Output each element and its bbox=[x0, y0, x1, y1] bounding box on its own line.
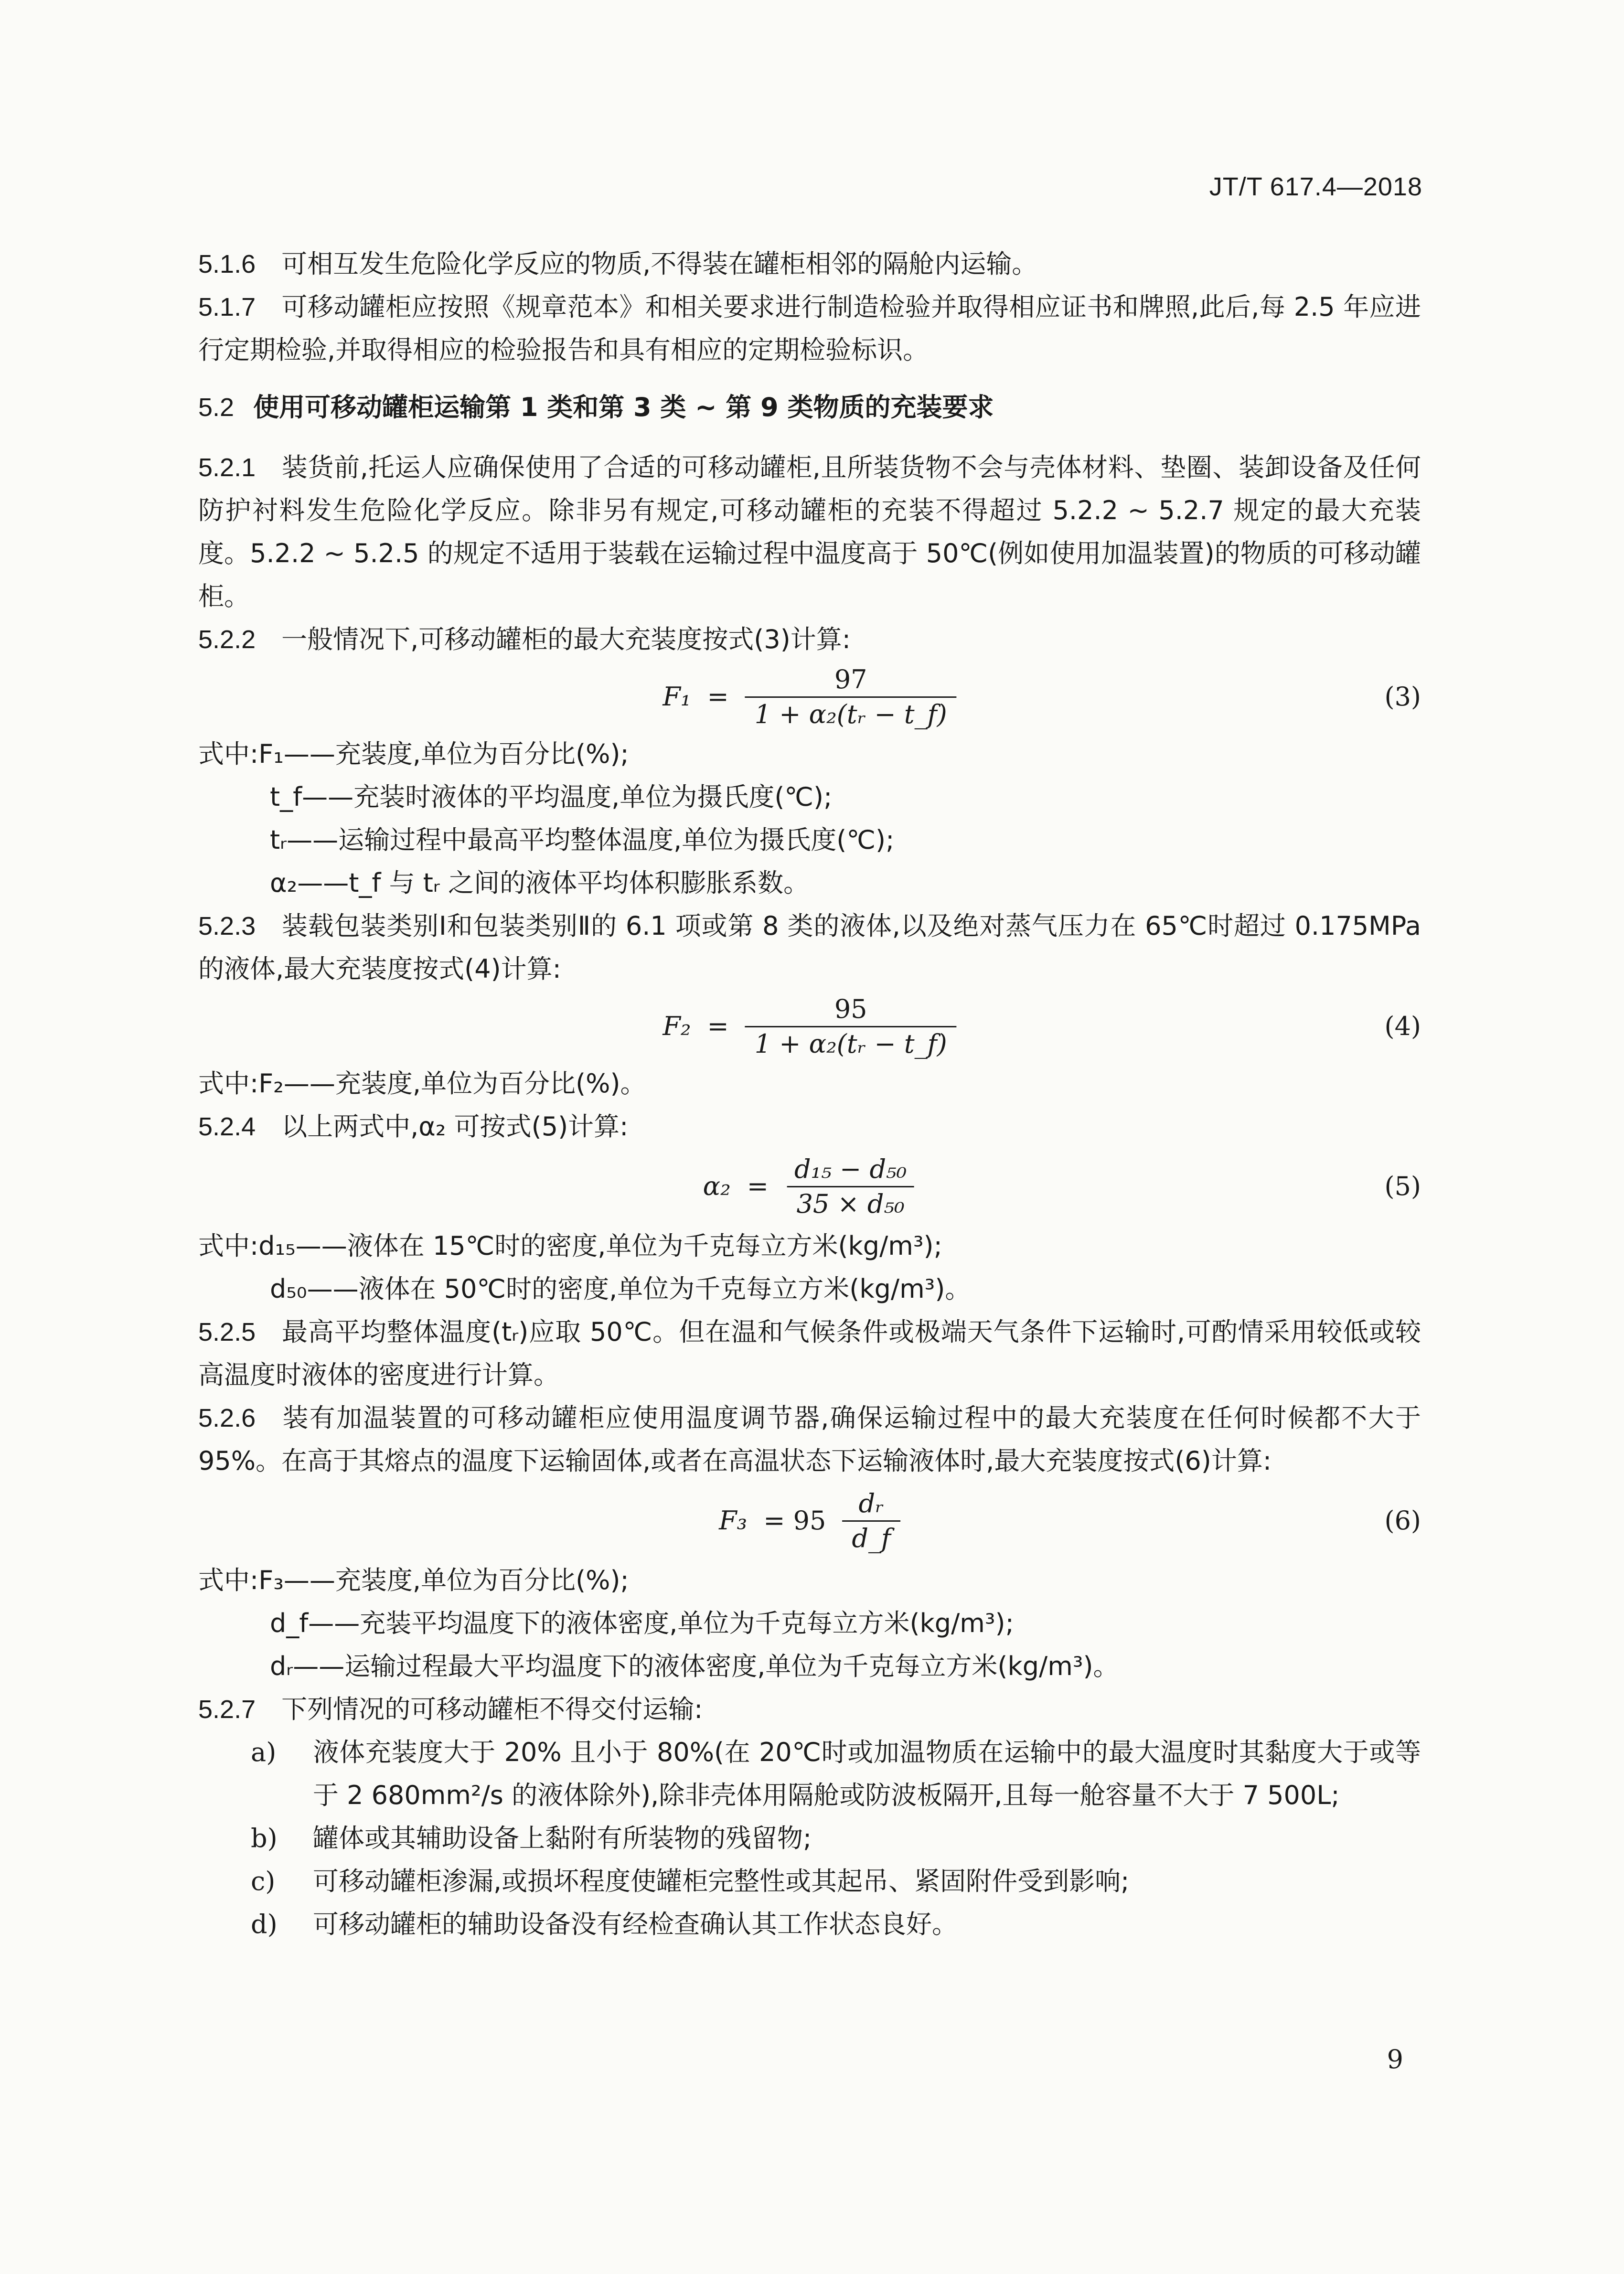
section-number: 5.2 bbox=[198, 393, 235, 422]
numerator: 95 bbox=[834, 993, 867, 1024]
formula-lhs: F₁ bbox=[662, 682, 691, 712]
section-heading-5-2 bbox=[198, 386, 1421, 429]
formula-expression bbox=[719, 1483, 900, 1559]
clause-5-2-5 bbox=[198, 1311, 1421, 1397]
list-marker: b) bbox=[251, 1823, 278, 1853]
numerator: dᵣ bbox=[858, 1488, 884, 1518]
list-item bbox=[198, 1817, 1421, 1860]
definition-line: α₂——t_f 与 tᵣ 之间的液体平均体积膨胀系数。 bbox=[270, 868, 810, 898]
formula-6 bbox=[198, 1483, 1421, 1559]
clause-text: 装货前,托运人应确保使用了合适的可移动罐柜,且所装货物不会与壳体材料、垫圈、装卸设备及任何防护衬料发生危险化学反应。除非另有规定,可移动罐柜的充装不得超过 5.2.2 ~ 5.2.7 规定的最大充装度。5.2.2 ~ 5.2.5 的规定不适用于装载在运输过程中温度高于 50℃(例如使用加温装置)的物质的可移动罐柜。 bbox=[198, 452, 1421, 611]
equation-number: (6) bbox=[1384, 1505, 1421, 1536]
clause-number: 5.2.6 bbox=[198, 1404, 256, 1432]
clause-number: 5.2.4 bbox=[198, 1112, 256, 1141]
definition-line: t_f——充装时液体的平均温度,单位为摄氏度(℃); bbox=[270, 782, 833, 812]
definition-line: 式中:F₃——充装度,单位为百分比(%); bbox=[198, 1565, 629, 1595]
list-marker: c) bbox=[251, 1866, 276, 1896]
list-item bbox=[198, 1731, 1421, 1817]
numerator: 97 bbox=[834, 664, 867, 694]
formula-equals: = bbox=[747, 1171, 769, 1201]
list-item-text: 可移动罐柜渗漏,或损坏程度使罐柜完整性或其起吊、紧固附件受到影响; bbox=[313, 1866, 1130, 1896]
clause-5-1-6 bbox=[198, 243, 1421, 286]
clause-text: 下列情况的可移动罐柜不得交付运输: bbox=[281, 1694, 703, 1724]
clause-text: 最高平均整体温度(tᵣ)应取 50℃。但在温和气候条件或极端天气条件下运输时,可酌情采用较低或较高温度时液体的密度进行计算。 bbox=[198, 1317, 1421, 1390]
formula-lhs: F₂ bbox=[662, 1011, 691, 1041]
formula-expression bbox=[662, 991, 956, 1062]
clause-5-2-6 bbox=[198, 1397, 1421, 1483]
clause-5-2-2 bbox=[198, 618, 1421, 661]
formula-lhs: α₂ bbox=[703, 1171, 731, 1201]
document-body bbox=[198, 243, 1421, 1946]
clause-number: 5.2.1 bbox=[198, 453, 256, 482]
equation-number: (3) bbox=[1384, 682, 1421, 712]
fraction bbox=[745, 993, 957, 1061]
list-item bbox=[198, 1903, 1421, 1946]
clause-text: 装载包装类别Ⅰ和包装类别Ⅱ的 6.1 项或第 8 类的液体,以及绝对蒸气压力在 65℃时超过 0.175MPa 的液体,最大充装度按式(4)计算: bbox=[198, 911, 1421, 984]
formula-5 bbox=[198, 1148, 1421, 1225]
fraction bbox=[842, 1487, 900, 1555]
denominator: d_f bbox=[842, 1520, 900, 1555]
definition-line: 式中:F₂——充装度,单位为百分比(%)。 bbox=[198, 1068, 646, 1099]
denominator: 1 + α₂(tᵣ − t_f) bbox=[745, 1026, 957, 1061]
clause-5-1-7 bbox=[198, 286, 1421, 372]
definition-line: d₅₀——液体在 50℃时的密度,单位为千克每立方米(kg/m³)。 bbox=[270, 1274, 971, 1304]
fraction bbox=[785, 1153, 916, 1221]
clause-text: 一般情况下,可移动罐柜的最大充装度按式(3)计算: bbox=[281, 624, 851, 654]
clause-number: 5.1.6 bbox=[198, 250, 256, 278]
list-item-text: 罐体或其辅助设备上黏附有所装物的残留物; bbox=[313, 1823, 812, 1853]
formula-4 bbox=[198, 991, 1421, 1062]
section-title: 使用可移动罐柜运输第 1 类和第 3 类 ~ 第 9 类物质的充装要求 bbox=[253, 392, 994, 422]
formula-expression bbox=[662, 661, 956, 733]
formula-3 bbox=[198, 661, 1421, 733]
clause-5-2-1 bbox=[198, 446, 1421, 618]
definition-line: 式中:F₁——充装度,单位为百分比(%); bbox=[198, 739, 629, 769]
formula-lhs: F₃ bbox=[719, 1505, 748, 1536]
page-number: 9 bbox=[1387, 2044, 1403, 2074]
equation-number: (4) bbox=[1384, 1011, 1421, 1041]
standard-code: JT/T 617.4—2018 bbox=[1209, 172, 1422, 201]
clause-5-2-7 bbox=[198, 1688, 1421, 1731]
list-marker: a) bbox=[251, 1737, 277, 1767]
condition-list bbox=[198, 1731, 1421, 1946]
clause-5-2-4 bbox=[198, 1105, 1421, 1148]
numerator: d₁₅ − d₅₀ bbox=[794, 1153, 907, 1184]
clause-text: 装有加温装置的可移动罐柜应使用温度调节器,确保运输过程中的最大充装度在任何时候都不大于 95%。在高于其熔点的温度下运输固体,或者在高温状态下运输液体时,最大充装度按式(6)计算: bbox=[198, 1403, 1421, 1476]
list-item-text: 可移动罐柜的辅助设备没有经检查确认其工作状态良好。 bbox=[313, 1909, 958, 1939]
list-marker: d) bbox=[251, 1909, 278, 1939]
definition-line: dᵣ——运输过程最大平均温度下的液体密度,单位为千克每立方米(kg/m³)。 bbox=[270, 1651, 1119, 1681]
clause-text: 可移动罐柜应按照《规章范本》和相关要求进行制造检验并取得相应证书和牌照,此后,每 2.5 年应进行定期检验,并取得相应的检验报告和具有相应的定期检验标识。 bbox=[198, 292, 1421, 365]
list-item-text: 液体充装度大于 20% 且小于 80%(在 20℃时或加温物质在运输中的最大温度时其黏度大于或等于 2 680mm²/s 的液体除外),除非壳体用隔舱或防波板隔开,且每一舱容量不大于 7 500L; bbox=[313, 1737, 1421, 1810]
definition-line: 式中:d₁₅——液体在 15℃时的密度,单位为千克每立方米(kg/m³); bbox=[198, 1231, 942, 1261]
clause-number: 5.1.7 bbox=[198, 293, 256, 321]
denominator: 1 + α₂(tᵣ − t_f) bbox=[745, 696, 957, 731]
clause-text: 可相互发生危险化学反应的物质,不得装在罐柜相邻的隔舱内运输。 bbox=[281, 249, 1038, 279]
formula-equals: = 95 bbox=[763, 1505, 826, 1536]
denominator: 35 × d₅₀ bbox=[787, 1186, 914, 1221]
definition-line: d_f——充装平均温度下的液体密度,单位为千克每立方米(kg/m³); bbox=[270, 1608, 1014, 1638]
formula-equals: = bbox=[707, 1011, 729, 1041]
list-item bbox=[198, 1860, 1421, 1903]
fraction bbox=[745, 663, 957, 731]
clause-number: 5.2.2 bbox=[198, 625, 256, 654]
formula-equals: = bbox=[707, 682, 729, 712]
definition-line: tᵣ——运输过程中最高平均整体温度,单位为摄氏度(℃); bbox=[270, 825, 895, 855]
clause-number: 5.2.5 bbox=[198, 1318, 256, 1346]
formula-expression bbox=[703, 1148, 917, 1225]
clause-5-2-3 bbox=[198, 905, 1421, 991]
clause-number: 5.2.7 bbox=[198, 1695, 256, 1724]
clause-text: 以上两式中,α₂ 可按式(5)计算: bbox=[281, 1111, 629, 1142]
equation-number: (5) bbox=[1384, 1171, 1421, 1201]
clause-number: 5.2.3 bbox=[198, 912, 256, 940]
